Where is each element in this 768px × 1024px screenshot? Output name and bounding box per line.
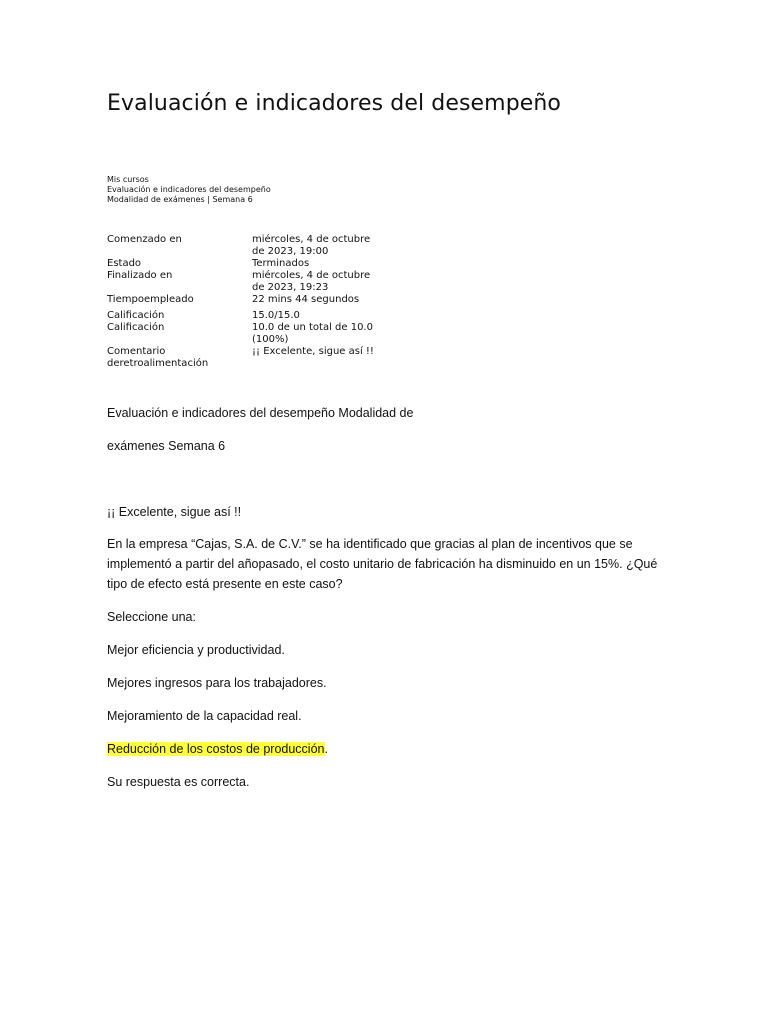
answer-option-1: Mejor eficiencia y productividad. <box>107 643 285 657</box>
finished-label: Finalizado en <box>107 270 173 281</box>
section-heading-line2: exámenes Semana 6 <box>107 439 226 453</box>
grade-total-label: Calificación <box>107 322 165 333</box>
grade-points-label: Calificación <box>107 310 165 321</box>
feedback-label-line1: Comentario <box>107 346 166 357</box>
section-heading-line1: Evaluación e indicadores del desempeño Modalidad de <box>107 406 414 420</box>
breadcrumb-section: Modalidad de exámenes | Semana 6 <box>107 195 253 204</box>
select-prompt: Seleccione una: <box>107 610 196 624</box>
breadcrumb-course: Evaluación e indicadores del desempeño <box>107 185 271 194</box>
finished-value: miércoles, 4 de octubre de 2023, 19:23 <box>252 270 371 293</box>
breadcrumb-my-courses: Mis cursos <box>107 175 149 184</box>
feedback-label-line2: deretroalimentación <box>107 358 209 369</box>
feedback-value: ¡¡ Excelente, sigue así !! <box>252 346 374 357</box>
started-value: miércoles, 4 de octubre de 2023, 19:00 <box>252 234 371 257</box>
answer-option-3: Mejoramiento de la capacidad real. <box>107 709 302 723</box>
time-value: 22 mins 44 segundos <box>252 294 360 305</box>
highlighted-correct-answer: Reducción de los costos de producción <box>107 742 325 756</box>
feedback-message: ¡¡ Excelente, sigue así !! <box>107 505 242 519</box>
time-label: Tiempoempleado <box>107 294 194 305</box>
question-text: En la empresa “Cajas, S.A. de C.V.” se ha identificado que gracias al plan de incentivos que se implementó a partir del añopasado, el costo unitario de fabricación ha disminuido en un 15%. ¿Qué tipo de efecto está presente en este caso? <box>107 537 658 591</box>
breadcrumb <box>107 175 271 205</box>
state-value: Terminados <box>252 258 310 269</box>
grade-points-value: 15.0/15.0 <box>252 310 300 321</box>
grade-total-value: 10.0 de un total de 10.0 (100%) <box>252 322 373 345</box>
feedback-label <box>107 346 247 370</box>
answer-option-4 <box>107 739 667 759</box>
state-label: Estado <box>107 258 142 269</box>
page-title: Evaluación e indicadores del desempeño <box>107 91 561 116</box>
answer-option-4-period: . <box>324 742 328 756</box>
answer-option-2: Mejores ingresos para los trabajadores. <box>107 676 327 690</box>
started-label: Comenzado en <box>107 234 182 245</box>
result-message: Su respuesta es correcta. <box>107 775 250 789</box>
